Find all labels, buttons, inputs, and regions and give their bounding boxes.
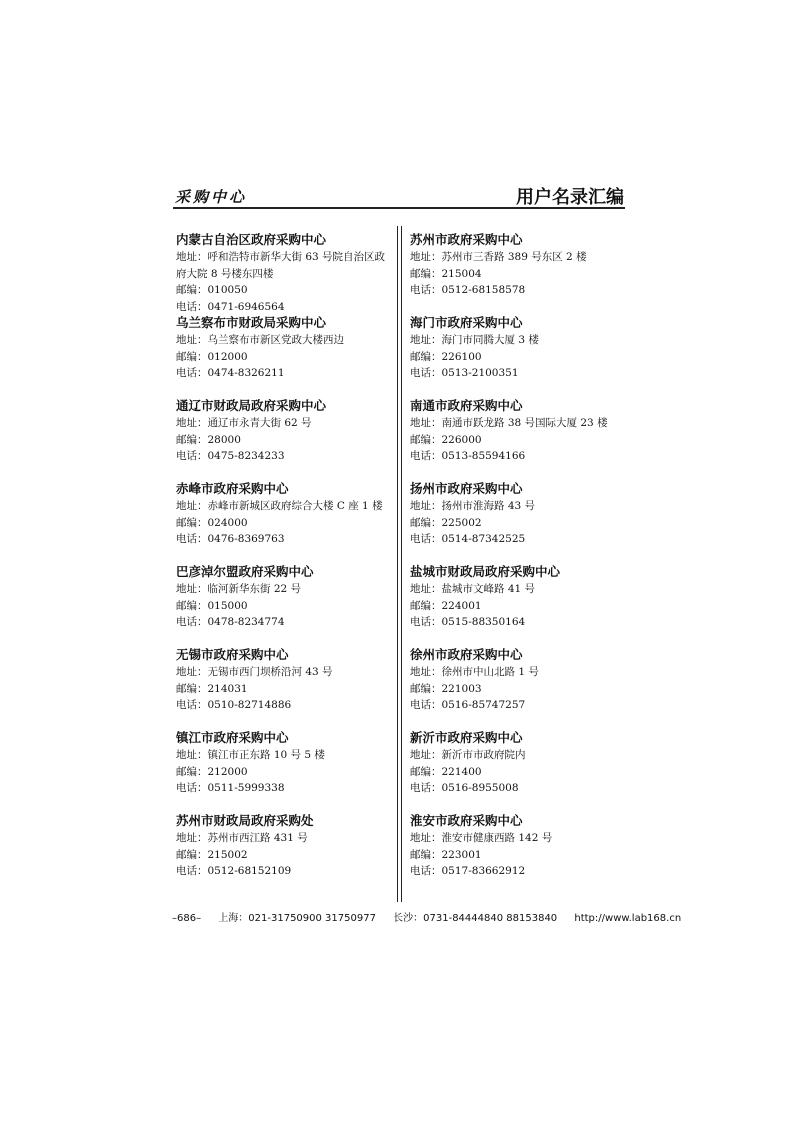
entry-address: 地址：通辽市永青大街 62 号: [176, 417, 312, 429]
directory-entry: [176, 646, 398, 729]
entry-name: 南通市政府采购中心: [410, 398, 523, 413]
directory-entry: [176, 563, 398, 646]
entry-postcode: 邮编：212000: [176, 765, 248, 778]
entry-postcode: 邮编：024000: [176, 516, 248, 529]
entry-address: 地址：呼和浩特市新华大街 63 号院自治区政府大院 8 号楼东四楼: [176, 251, 386, 280]
entry-name: 赤峰市政府采购中心: [176, 481, 289, 496]
entry-phone: 电话：0516-85747257: [410, 699, 526, 711]
directory-entry: [410, 812, 632, 895]
left-column: [176, 231, 398, 895]
entry-phone: 电话：0512-68158578: [410, 284, 526, 296]
directory-entry: [176, 480, 398, 563]
entry-postcode: 邮编：215002: [176, 848, 248, 861]
directory-entry: [176, 812, 398, 895]
entry-name: 通辽市财政局政府采购中心: [176, 398, 327, 413]
entry-phone: 电话：0475-8234233: [176, 450, 285, 462]
directory-entry: [176, 231, 398, 314]
entry-address: 地址：徐州市中山北路 1 号: [410, 666, 539, 678]
directory-entry: [410, 480, 632, 563]
directory-entry: [410, 563, 632, 646]
entry-phone: 电话：0513-85594166: [410, 450, 526, 462]
entry-address: 地址：乌兰察布市新区党政大楼西边: [176, 334, 344, 346]
entry-phone: 电话：0478-8234774: [176, 616, 285, 628]
changsha-contact: 长沙：0731-84444840 88153840: [393, 913, 558, 924]
entry-name: 新沂市政府采购中心: [410, 730, 523, 745]
entry-phone: 电话：0515-88350164: [410, 616, 526, 628]
entry-phone: 电话：0474-8326211: [176, 367, 285, 379]
entry-address: 地址：扬州市淮海路 43 号: [410, 500, 536, 512]
shanghai-contact: 上海：021-31750900 31750977: [218, 913, 376, 924]
entry-postcode: 邮编：015000: [176, 599, 248, 612]
directory-entry: [176, 729, 398, 812]
entry-postcode: 邮编：221400: [410, 765, 482, 778]
entry-postcode: 邮编：215004: [410, 267, 482, 280]
entry-name: 扬州市政府采购中心: [410, 481, 523, 496]
entry-address: 地址：淮安市健康西路 142 号: [410, 832, 553, 844]
entry-postcode: 邮编：223001: [410, 848, 482, 861]
directory-entry: [410, 231, 632, 314]
entry-name: 镇江市政府采购中心: [176, 730, 289, 745]
entry-name: 苏州市财政局政府采购处: [176, 813, 314, 828]
entry-address: 地址：苏州市三香路 389 号东区 2 楼: [410, 251, 587, 263]
entry-name: 淮安市政府采购中心: [410, 813, 523, 828]
directory-entry: [410, 729, 632, 812]
entry-name: 海门市政府采购中心: [410, 315, 523, 330]
directory-entry: [410, 646, 632, 729]
entry-phone: 电话：0514-87342525: [410, 533, 526, 545]
entry-postcode: 邮编：214031: [176, 682, 248, 695]
header-divider: [173, 207, 625, 209]
entry-postcode: 邮编：012000: [176, 350, 248, 363]
entry-address: 地址：盐城市文峰路 41 号: [410, 583, 536, 595]
entry-address: 地址：临河新华东街 22 号: [176, 583, 302, 595]
page-number: –686–: [172, 913, 202, 924]
entry-address: 地址：镇江市正东路 10 号 5 楼: [176, 749, 325, 761]
directory-entry: [176, 397, 398, 480]
entry-phone: 电话：0517-83662912: [410, 865, 526, 877]
directory-entry: [410, 397, 632, 480]
entry-address: 地址：海门市同腾大厦 3 楼: [410, 334, 539, 346]
entry-postcode: 邮编：221003: [410, 682, 482, 695]
book-title: 用户名录汇编: [516, 187, 624, 208]
entry-name: 盐城市财政局政府采购中心: [410, 564, 561, 579]
entry-phone: 电话：0476-8369763: [176, 533, 285, 545]
entry-name: 无锡市政府采购中心: [176, 647, 289, 662]
entry-postcode: 邮编：226100: [410, 350, 482, 363]
right-column: [410, 231, 632, 895]
entry-name: 乌兰察布市财政局采购中心: [176, 315, 327, 330]
entry-postcode: 邮编：010050: [176, 284, 248, 296]
entry-postcode: 邮编：226000: [410, 433, 482, 446]
entry-address: 地址：新沂市市政府院内: [410, 749, 526, 761]
website-link[interactable]: http://www.lab168.cn: [574, 913, 682, 924]
page-footer: [172, 909, 682, 924]
entry-address: 地址：无锡市西门坝桥沿河 43 号: [176, 666, 333, 678]
entry-name: 徐州市政府采购中心: [410, 647, 523, 662]
entry-name: 苏州市政府采购中心: [410, 232, 523, 247]
entry-postcode: 邮编：224001: [410, 599, 482, 612]
section-title: 采购中心: [175, 188, 248, 206]
entry-phone: 电话：0471-6946564: [176, 300, 285, 313]
entry-name: 巴彦淖尔盟政府采购中心: [176, 564, 314, 579]
directory-entry: [410, 314, 632, 397]
directory-entry: [176, 314, 398, 397]
entry-phone: 电话：0511-5999338: [176, 782, 285, 794]
entry-address: 地址：赤峰市新城区政府综合大楼 C 座 1 楼: [176, 500, 383, 512]
entry-phone: 电话：0513-2100351: [410, 367, 519, 379]
entry-address: 地址：苏州市西江路 431 号: [176, 832, 308, 844]
entry-address: 地址：南通市跃龙路 38 号国际大厦 23 楼: [410, 417, 608, 429]
entry-phone: 电话：0512-68152109: [176, 865, 292, 877]
entry-phone: 电话：0510-82714886: [176, 699, 292, 711]
entry-postcode: 邮编：28000: [176, 433, 241, 446]
entry-name: 内蒙古自治区政府采购中心: [176, 232, 327, 247]
entry-phone: 电话：0516-8955008: [410, 782, 519, 794]
entry-postcode: 邮编：225002: [410, 516, 482, 529]
